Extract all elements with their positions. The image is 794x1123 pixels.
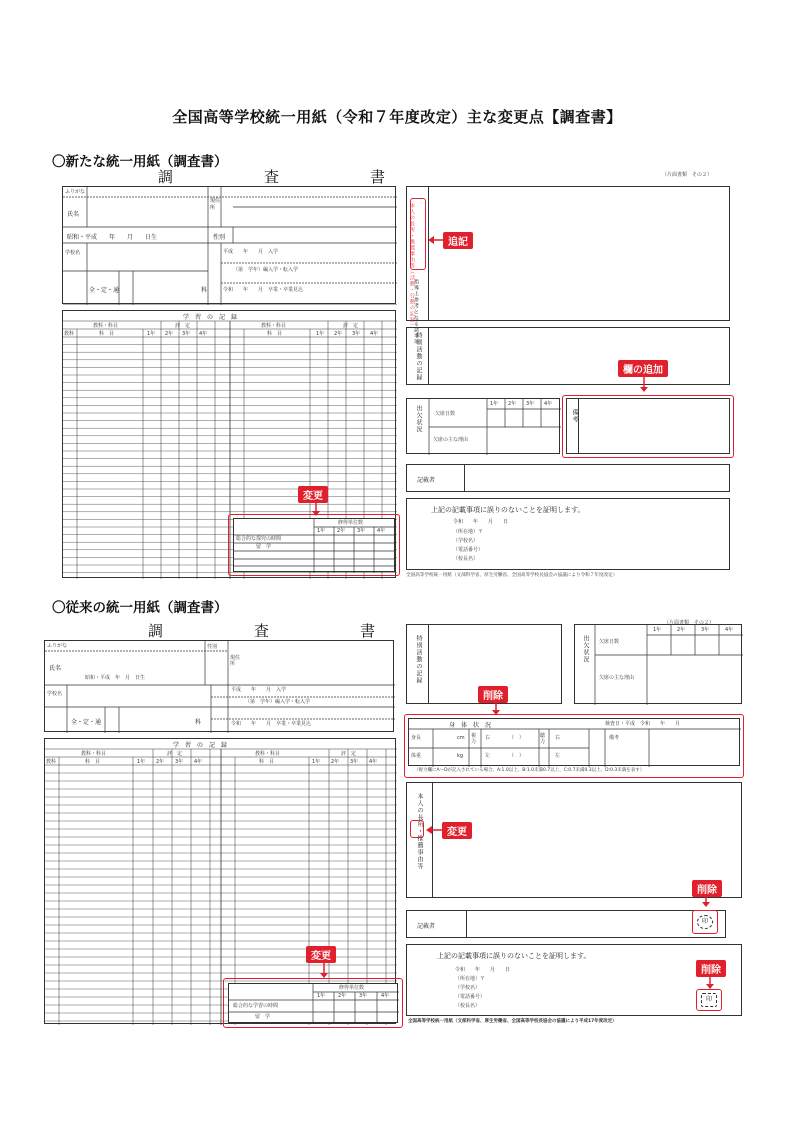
- old-personal-info: [44, 640, 394, 732]
- old-credits-g2: 2年: [338, 993, 347, 999]
- new-credits-g4: 4年: [377, 528, 386, 534]
- old-hearing-label: 聴力: [540, 733, 546, 745]
- new-dept-label: 科: [201, 287, 208, 294]
- old-certify-school: （学校名）: [455, 985, 481, 991]
- new-change-tag-credits: 変更: [298, 486, 328, 503]
- old-vision-left-paren: （ ）: [509, 753, 525, 759]
- new-subject-header-right: 教科・科目: [261, 323, 287, 329]
- new-grad-label: 令和 年 月 卒業・卒業見込: [223, 287, 304, 293]
- old-certify-text: 上記の記載事項に誤りのないことを証明します。: [437, 952, 591, 960]
- old-change-tag-credits: 変更: [306, 946, 336, 963]
- old-enroll-label: 平成 年 月 入学: [231, 687, 287, 693]
- old-grad-label: 令和 年 月 卒業・卒業見込: [231, 721, 312, 727]
- new-special-activity-box: [406, 327, 730, 385]
- new-course-label: 全・定・通: [89, 287, 120, 294]
- new-addition-arrow: [428, 236, 444, 244]
- new-certify-phone: （電話番号）: [453, 547, 484, 553]
- old-subject-header-right: 教科・科目: [255, 751, 281, 757]
- old-seal-certify: 印: [701, 993, 717, 1007]
- new-writer-box: [406, 464, 730, 492]
- old-study-record-title: 学 習 の 記 録: [173, 742, 228, 749]
- new-att-g2: 2年: [508, 401, 517, 407]
- new-certify-box: [406, 498, 730, 570]
- old-attendance-label: 出欠状況: [582, 635, 589, 663]
- new-column-added-highlight: [562, 395, 734, 458]
- new-form-top-right: （片面書類 その２）: [662, 172, 713, 178]
- old-form-top-right: （片面書類 その２）: [664, 620, 715, 626]
- new-transfer-label: （第 学年）編入学・転入学: [233, 267, 299, 273]
- old-certify-principal: （校長名）: [455, 1003, 481, 1009]
- new-name-label: 氏名: [67, 211, 80, 218]
- old-delete-arrow-writer: [702, 895, 710, 907]
- old-credits-table: [228, 983, 398, 1023]
- old-att-g3: 3年: [701, 627, 710, 633]
- new-kamoku-left: 科 目: [99, 331, 115, 337]
- new-credits-g1: 1年: [317, 528, 326, 534]
- new-credits-table: [233, 518, 395, 572]
- new-kamoku-right: 科 目: [267, 331, 283, 337]
- old-attendance-grid: [575, 625, 743, 705]
- old-footer: 全国高等学校統一用紙（文部科学省、厚生労働省、全国高等学校長協会の協議により平成17年度改定）: [408, 1019, 617, 1024]
- new-remarks-box: [406, 186, 730, 345]
- new-att-g4: 4年: [544, 401, 553, 407]
- new-g1-right: 1年: [316, 331, 325, 337]
- old-delete-tag-body: 削除: [478, 686, 508, 703]
- new-writer-label-col: [407, 465, 465, 491]
- old-credits-label: 修得単位数: [339, 985, 365, 991]
- old-dept-label: 科: [195, 719, 202, 726]
- new-subject-header-left: 教科・科目: [93, 323, 119, 329]
- old-writer-label: 記載者: [417, 923, 436, 930]
- old-transfer-label: （第 学年）編入学・転入学: [245, 699, 311, 705]
- old-kyoka-left: 教科: [46, 759, 57, 765]
- new-g3-right: 3年: [352, 331, 361, 337]
- new-g2-right: 2年: [334, 331, 343, 337]
- new-att-g3: 3年: [526, 401, 535, 407]
- new-column-added-arrow: [640, 376, 648, 392]
- old-body-measured: 検査日・平成 令和 年 月: [605, 721, 681, 727]
- old-vision-right-paren: （ ）: [509, 735, 525, 741]
- new-birth-label: 昭和・平成 年 月 日生: [67, 234, 158, 241]
- old-body-title: 身 体 状 況: [449, 722, 492, 729]
- old-certify-box: [406, 944, 742, 1016]
- new-certify-text: 上記の記載事項に誤りのないことを証明します。: [431, 506, 585, 514]
- old-g1-left: 1年: [137, 759, 146, 765]
- old-vision-label: 視力: [471, 733, 477, 745]
- old-delete-arrow-certify: [706, 975, 714, 989]
- old-hearing-left: 左: [555, 753, 561, 759]
- old-subject-header-left: 教科・科目: [81, 751, 107, 757]
- old-kamoku-left: 科 目: [85, 759, 101, 765]
- old-school-label: 学校名: [47, 691, 63, 697]
- old-name-label: 氏名: [49, 665, 62, 672]
- new-gender-label: 性別: [213, 234, 226, 241]
- document-title: 全国高等学校統一用紙（令和７年度改定）主な変更点【調査書】: [172, 108, 622, 126]
- old-certify-location: （所在地）〒: [455, 976, 486, 982]
- old-absence-days-label: 欠席日数: [599, 639, 620, 645]
- new-column-added-tag: 欄の追加: [618, 360, 668, 377]
- old-body-remarks-label: 備考: [609, 735, 620, 741]
- new-study-record-title: 学 習 の 記 録: [183, 314, 238, 321]
- new-attendance-label: 出欠状況: [415, 405, 422, 433]
- old-writer-box: [406, 910, 726, 938]
- new-g4-right: 4年: [370, 331, 379, 337]
- old-vision-note: （視力欄にA〜Dが記入されている場合、A:1.0以上、B:1.0未満0.7以上、C:0.7未満0.3以上、D:0.3未満を表す）: [414, 768, 645, 773]
- new-certify-principal: （校長名）: [453, 556, 479, 562]
- new-absence-reason-label: 欠席の主な理由: [433, 437, 469, 443]
- old-g3-left: 3年: [175, 759, 184, 765]
- new-change-arrow-credits: [312, 502, 320, 516]
- old-g4-left: 4年: [194, 759, 203, 765]
- old-change-highlight-self-pr: [410, 820, 424, 838]
- old-rating-left: 評 定: [167, 751, 183, 757]
- new-absence-days-label: 欠席日数: [435, 411, 456, 417]
- old-g3-right: 3年: [350, 759, 359, 765]
- old-height-label: 身長: [411, 735, 422, 741]
- new-ryugaku-label: 留 学: [256, 544, 272, 550]
- old-g2-right: 2年: [331, 759, 340, 765]
- old-credits-g3: 3年: [359, 993, 368, 999]
- old-special-label: 特別活動の記録: [415, 635, 422, 684]
- old-ryugaku-label: 留 学: [255, 1014, 271, 1020]
- new-g4-left: 4年: [199, 331, 208, 337]
- new-address-label: 現住所: [210, 198, 221, 211]
- new-special-label: 特別活動の記録: [415, 332, 422, 381]
- old-g2-left: 2年: [156, 759, 165, 765]
- old-form-title: 調 査 書: [148, 622, 414, 640]
- new-school-label: 学校名: [65, 250, 81, 256]
- old-seal-writer: 印: [697, 915, 713, 929]
- old-weight-unit: kg: [457, 753, 464, 759]
- old-furigana-label: ふりがな: [47, 643, 68, 649]
- old-self-pr-label: 本人の長所・推薦事由等: [416, 793, 423, 870]
- new-credits-g3: 3年: [357, 528, 366, 534]
- old-kamoku-right: 科 目: [259, 759, 275, 765]
- new-att-g1: 1年: [490, 401, 499, 407]
- old-course-label: 全・定・通: [71, 719, 102, 726]
- new-certify-date: 令和 年 月 日: [453, 519, 509, 525]
- old-address-label: 現住所: [230, 655, 241, 667]
- old-body-status-box: [408, 718, 740, 766]
- old-attendance-box: [574, 624, 742, 704]
- new-addition-tag: 追記: [443, 232, 473, 249]
- old-g4-right: 4年: [369, 759, 378, 765]
- old-hearing-right: 右: [555, 735, 561, 741]
- new-footer: 全国高等学校統一用紙（文部科学省、厚生労働省、全国高等学校長協会の協議により令和７年度改定）: [406, 573, 618, 578]
- old-gender-label: 性別: [207, 644, 218, 650]
- new-remarks-label: 備考: [571, 409, 578, 423]
- old-delete-tag-writer: 削除: [692, 880, 722, 897]
- old-certify-date: 令和 年 月 日: [455, 967, 511, 973]
- old-form-heading: 〇従来の統一用紙（調査書）: [52, 600, 228, 616]
- new-form-title: 調 査 書: [158, 168, 424, 186]
- old-att-g2: 2年: [677, 627, 686, 633]
- new-writer-label: 記載者: [417, 477, 436, 484]
- old-height-unit: cm: [457, 735, 465, 741]
- old-vision-right: 右: [485, 735, 491, 741]
- new-personal-info: [62, 186, 396, 304]
- old-delete-tag-certify: 削除: [696, 960, 726, 977]
- new-attendance-grid: [407, 399, 561, 455]
- old-vision-left: 左: [485, 753, 491, 759]
- new-rating-left: 評 定: [175, 323, 191, 329]
- new-certify-school: （学校名）: [453, 538, 479, 544]
- old-credits-g4: 4年: [381, 993, 390, 999]
- new-self-dev-label: 本人の長所・推薦事由等（活動・行動の記録）: [409, 203, 415, 329]
- old-absence-reason-label: 欠席の主な理由: [599, 675, 635, 681]
- new-addition-highlight: [410, 198, 426, 270]
- old-credits-g1: 1年: [317, 993, 326, 999]
- new-attendance-box: [406, 398, 560, 454]
- new-g1-left: 1年: [147, 331, 156, 337]
- old-weight-label: 体重: [411, 753, 422, 759]
- new-total-study-label: 総合的な探究の時間: [236, 536, 282, 542]
- old-att-g4: 4年: [725, 627, 734, 633]
- old-g1-right: 1年: [312, 759, 321, 765]
- new-g3-left: 3年: [182, 331, 191, 337]
- new-enroll-label: 平成 年 月 入学: [223, 249, 279, 255]
- old-change-arrow-credits: [320, 962, 328, 978]
- new-furigana-label: ふりがな: [65, 189, 86, 195]
- new-g2-left: 2年: [165, 331, 174, 337]
- new-certify-location: （所在地）〒: [453, 529, 484, 535]
- old-writer-label-col: [407, 911, 467, 937]
- old-rating-right: 評 定: [341, 751, 357, 757]
- old-change-tag-self-pr: 変更: [442, 822, 472, 839]
- new-credits-g2: 2年: [337, 528, 346, 534]
- new-kyoka-left: 教科: [64, 331, 75, 337]
- old-total-study-label: 総合的な学習の時間: [233, 1003, 279, 1009]
- new-rating-right: 評 定: [343, 323, 359, 329]
- old-delete-arrow-body: [492, 701, 500, 715]
- old-certify-phone: （電話番号）: [455, 994, 486, 1000]
- old-change-arrow-self-pr: [426, 826, 442, 834]
- new-form-heading: 〇新たな統一用紙（調査書）: [52, 154, 228, 170]
- old-birth-label: 昭和・平成 年 月 日生: [85, 675, 146, 681]
- new-credits-label: 修得単位数: [338, 520, 364, 526]
- old-att-g1: 1年: [653, 627, 662, 633]
- new-observation-label: 指導上参考となる諸事項: [413, 279, 419, 345]
